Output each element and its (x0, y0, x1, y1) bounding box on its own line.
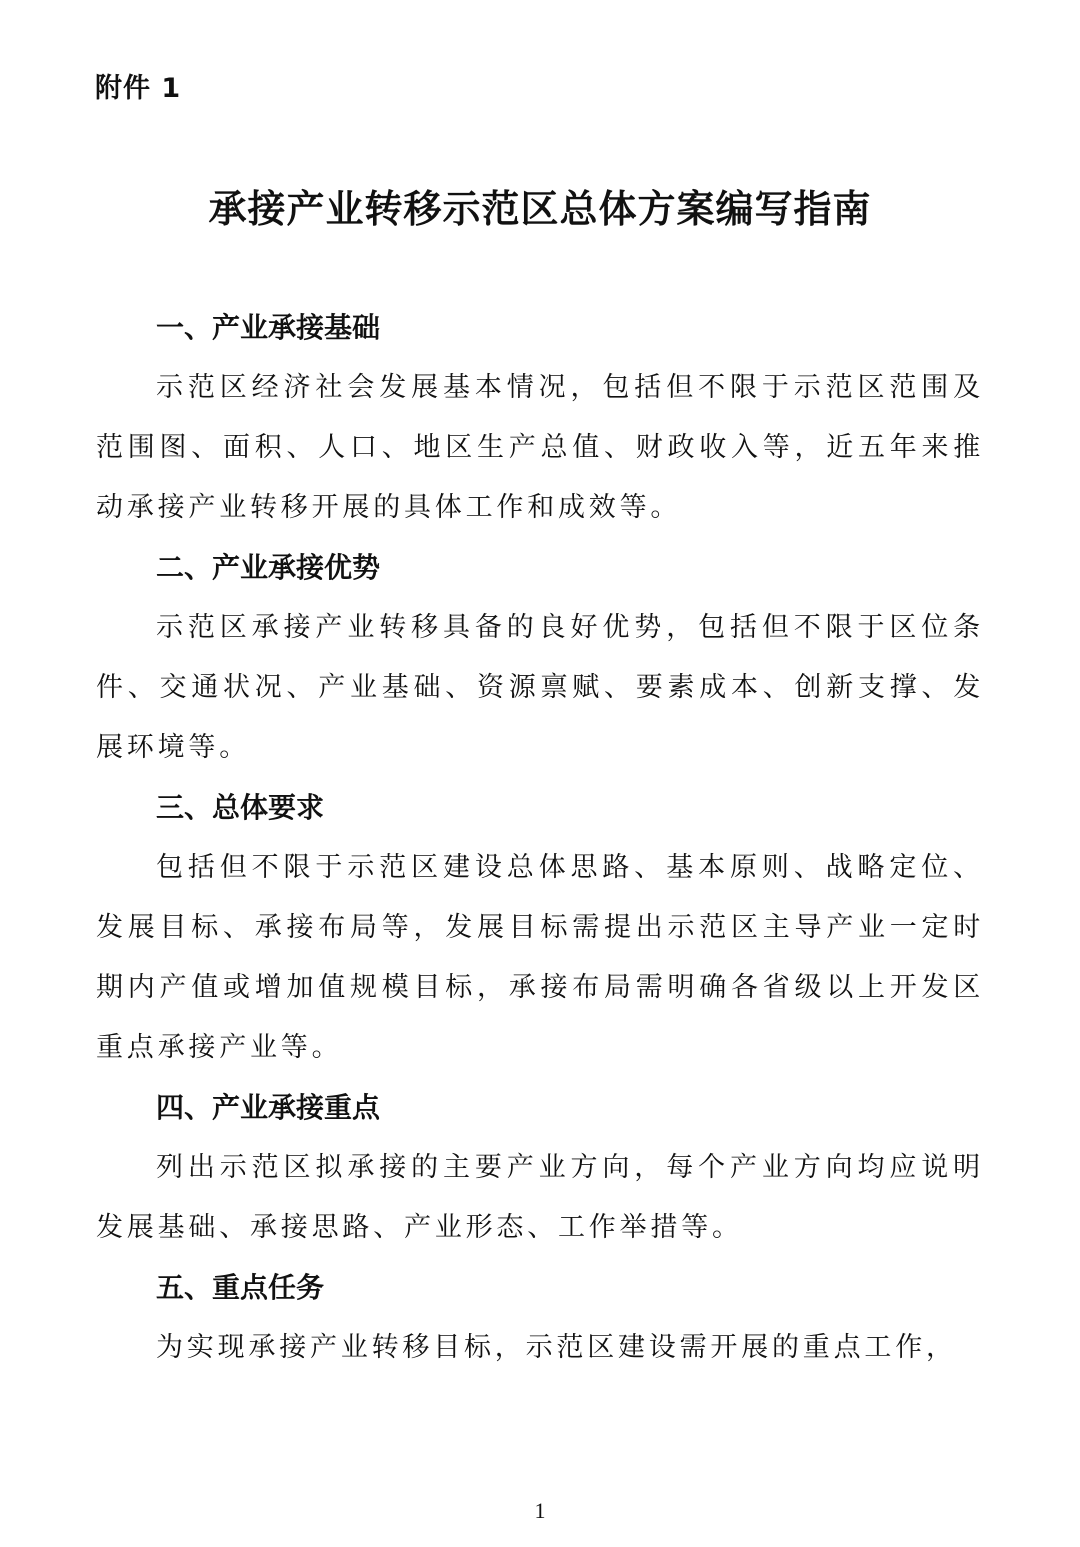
section-paragraph-3: 包括但不限于示范区建设总体思路、基本原则、战略定位、发展目标、承接布局等，发展目标需提出示范区主导产业一定时期内产值或增加值规模目标，承接布局需明确各省级以上开发区重点承接产业等。 (96, 852, 984, 1063)
section-heading-4: 四、产业承接重点 (156, 1091, 381, 1124)
attachment-label: 附件 1 (95, 73, 182, 104)
section-paragraph-2: 示范区承接产业转移具备的良好优势，包括但不限于区位条件、交通状况、产业基础、资源禀赋、要素成本、创新支撑、发展环境等。 (96, 612, 984, 763)
document-body (96, 298, 984, 1378)
section-paragraph-4: 列出示范区拟承接的主要产业方向，每个产业方向均应说明发展基础、承接思路、产业形态、工作举措等。 (96, 1152, 984, 1243)
section-paragraph-5: 为实现承接产业转移目标，示范区建设需开展的重点工作， (156, 1332, 957, 1363)
page-number: 1 (534, 1498, 546, 1523)
section-heading-2: 二、产业承接优势 (156, 551, 381, 584)
section-heading-3: 三、总体要求 (156, 791, 325, 824)
section-heading-5: 五、重点任务 (156, 1271, 325, 1304)
section-heading-1: 一、产业承接基础 (156, 311, 381, 344)
section-paragraph-1: 示范区经济社会发展基本情况，包括但不限于示范区范围及范围图、面积、人口、地区生产总值、财政收入等，近五年来推动承接产业转移开展的具体工作和成效等。 (96, 372, 984, 523)
document-title: 承接产业转移示范区总体方案编写指南 (208, 187, 872, 231)
